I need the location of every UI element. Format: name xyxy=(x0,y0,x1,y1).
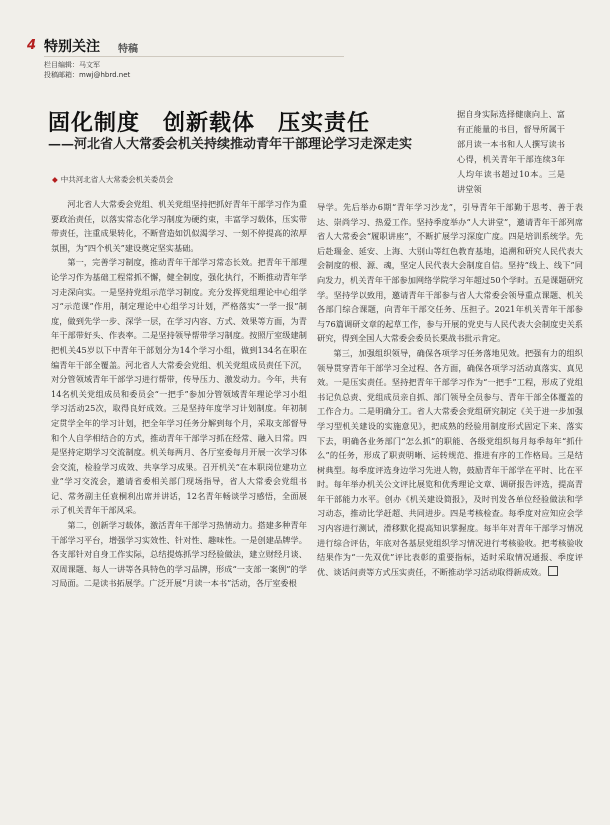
end-mark-icon xyxy=(548,566,558,576)
paragraph: 据自身实际选择健康向上、富有正能量的书目，督导所属干部月读一本书和人人撰写读书心得，机关青年干部连续3年人均年读书超过10本。三是讲堂领 xyxy=(457,109,565,195)
page-number: 4 xyxy=(27,38,37,53)
paragraph: 第二，创新学习载体，激活青年干部学习热情动力。搭建多种青年干部学习平台，增强学习实效性、针对性、趣味性。一是创建品牌学。各支部针对自身工作实际，总结提炼抓学习经验做法，建立财经月谈、双周课题、每人一讲等各具特色的学习品牌，形成“一支部一案例”的学习局面。二是读书拓展学。广泛开展“月读一本书”活动，各厅室委根 xyxy=(51,520,307,589)
right-column-top xyxy=(457,107,565,198)
bullet-icon: ◆ xyxy=(52,175,58,184)
article-title: 固化制度 创新载体 压实责任 xyxy=(48,111,371,136)
paragraph: 导学。先后举办6期“青年学习沙龙”，引导青年干部勤于思考、善于表达、崇尚学习、热爱工作。坚持季度举办“人大讲堂”，邀请青年干部列席省人大常委会“履职讲座”，不断扩展学习深度广度。四是培训系统学。先后赴瑞金、延安、上海、大别山等红色教育基地，追溯和研究人民代表大会制度的根、源、魂，坚定人民代表大会制度自信。坚持“线上、线下”同向发力，机关青年干部参加网络学院学习年超过50个学时。五是课题研究学。坚持学以致用，邀请青年干部参与省人大常委会领导重点课题、机关各部门综合课题，向青年干部交任务、压担子。2021年机关青年干部参与76篇调研文章的起草工作，参与开展的党史与人民代表大会制度史关系研究，得到全国人大常委会委员长栗战书批示肯定。 xyxy=(317,202,583,344)
paragraph: 第一，完善学习制度，推动青年干部学习常态长效。把青年干部理论学习作为基础工程常抓不懈，健全制度，强化执行，不断推动青年学习走深向实。一是坚持党组示范学习制度。充分发挥党组理论中心组学习“示范课”作用，制定理论中心组学习计划，严格落实“一学一报”制度，做到先学一步、深学一层，在学习内容、方式、效果等方面，为青年干部带好头、作表率。二是坚持领导帮带学习制度。按照厅室级建制把机关45岁以下中青年干部划分为14个学习小组，做到134名在职在编青年干部全覆盖。河北省人大常委会党组、机关党组成员责任下沉，对分管领域青年干部学习进行帮带，传导压力、激发动力。今年，共有14名机关党组成员和委员会“一把手”参加分管领域青年理论学习小组学习活动25次，取得良好成效。三是坚持年度学习计划制度。年初制定贯学全年的学习计划，把全年学习任务分解到每个月，采取支部督导和个人自学相结合的方式，推动青年干部学习抓在经常、融入日常。四是坚持定期学习交流制度。机关每两月、各厅室委每月开展一次学习体会交流，检验学习成效、共享学习成果。召开机关“在本职岗位建功立业”学习交流会，邀请省委相关部门现场指导，省人大常委会党组书记、常务副主任袁桐利出席并讲话，12名青年畅谈学习感悟，全面展示了机关青年干部风采。 xyxy=(51,257,307,516)
section-subtitle: 特稿 xyxy=(118,44,138,55)
header-divider xyxy=(44,56,344,57)
editor-line: 栏目编辑：马文军 xyxy=(44,61,100,69)
left-column xyxy=(51,197,307,591)
paragraph: 河北省人大常委会党组、机关党组坚持把抓好青年干部学习作为重要政治责任，以落实常态化学习制度为硬约束，丰富学习载体，压实带带责任，注重成果转化，不断营造如饥似渴学习、一刻不停提高的浓厚氛围，为“四个机关”建设奠定坚实基础。 xyxy=(51,199,307,253)
right-column xyxy=(317,200,583,579)
paragraph-text: 第三，加强组织领导，确保各项学习任务落地见效。把强有力的组织领导贯穿青年干部学习全过程、各方面，确保各项学习活动真落实、真见效。一是压实责任。坚持把青年干部学习作为“一把手”工程，形成了党组书记负总责、党组成员亲自抓、部门领导全员参与、青年干部全体覆盖的工作合力。二是明确分工。省人大常委会党组研究制定《关于进一步加强学习型机关建设的实施意见》，把成熟的经验用制度形式固定下来、落实下去，明确各业务部门“怎么抓”的职能、各级党组织每月每季每年“抓什么”的任务，形成了职责明晰、运转规范、推进有序的工作格局。三是结树典型。每季度评选身边学习先进人物，鼓励青年干部学在平时、比在平时。每年举办机关公文评比展览和优秀理论文章、调研报告评选，提高青年干部能力水平。创办《机关建设简报》，及时刊发各单位经验做法和学习动态，推动比学赶超、共同进步。四是考核检查。每季度对应知应会学习内容进行测试，滑移默化提高知识掌握度。每半年对青年干部学习情况进行综合评估，年底对各基层党组织学习情况进行考核验收。把考核验收结果作为“一先双优”评比表彰的重要指标，适时采取情况通报、季度评优、谈话问责等方式压实责任，不断推动学习活动取得新成效。 xyxy=(317,347,583,577)
paragraph xyxy=(317,346,583,580)
author-name: 中共河北省人大常委会机关委员会 xyxy=(60,175,174,184)
article-author xyxy=(52,174,173,185)
section-title: 特别关注 xyxy=(44,39,100,55)
column-meta xyxy=(44,60,130,80)
article-subtitle: ——河北省人大常委会机关持续推动青年干部理论学习走深走实 xyxy=(48,137,413,152)
email-line: 投稿邮箱：mwj@hbrd.net xyxy=(44,71,131,79)
